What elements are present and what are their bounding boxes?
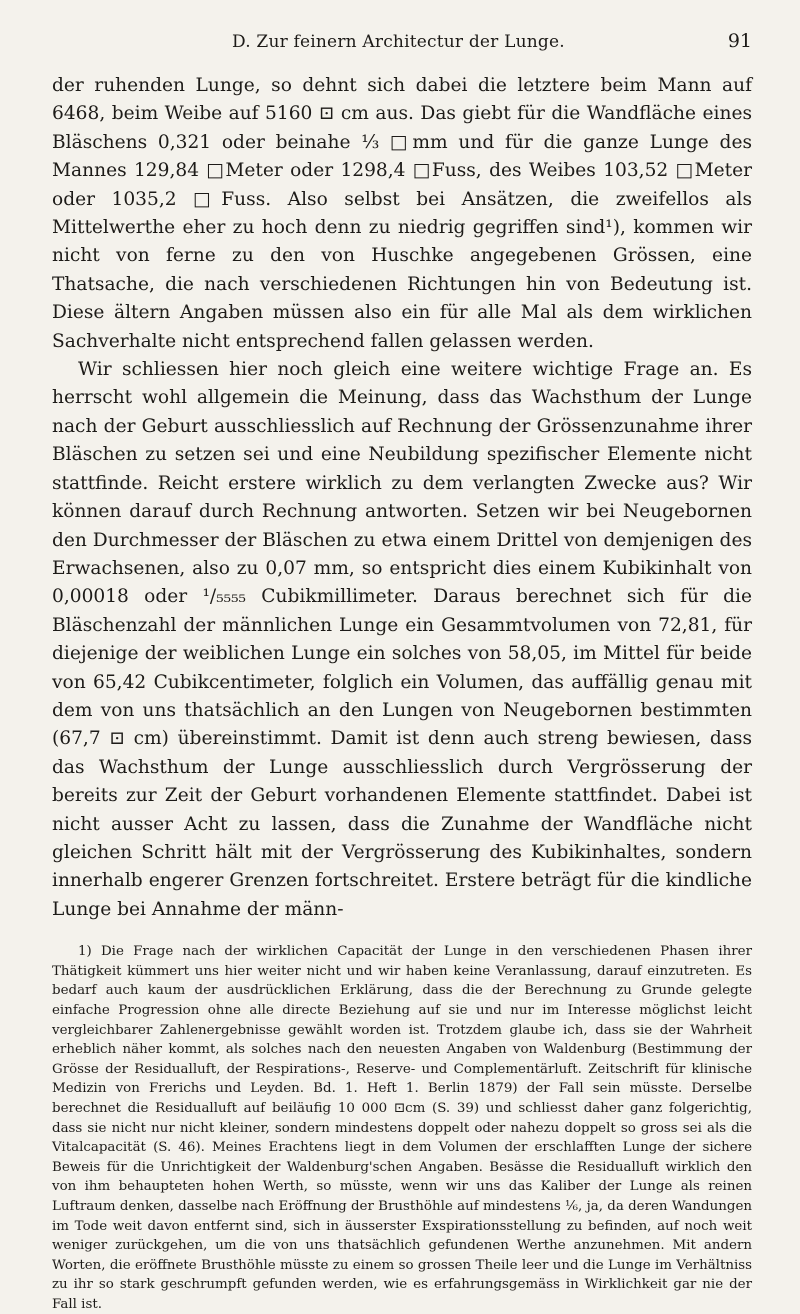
page-number: 91 xyxy=(727,30,752,52)
main-text xyxy=(52,72,752,924)
body-paragraph: Wir schliessen hier noch gleich eine weitere wichtige Frage an. Es herrscht wohl allgemein die Meinung, dass das Wachsthum der Lunge nach der Geburt ausschliesslich auf Rechnung der Grössenzunahme ihrer Bläschen zu setzen sei und eine Neubildung spezifischer Elemente nicht stattfinde. Reicht erstere wirklich zu dem verlangten Zwecke aus? Wir können darauf durch Rechnung antworten. Setzen wir bei Neugebornen den Durchmesser der Bläschen zu etwa einem Drittel von demjenigen des Erwachsenen, also zu 0,07 mm, so entspricht dies einem Kubikinhalt von 0,00018 oder ¹/₅₅₅₅ Cubikmillimeter. Daraus berechnet sich für die Bläschenzahl der männlichen Lunge ein Gesammtvolumen von 72,81, für diejenige der weiblichen Lunge ein solches von 58,05, im Mittel für beide von 65,42 Cubikcentimeter, folglich ein Volumen, das auffällig genau mit dem von uns thatsächlich an den Lungen von Neugebornen bestimmten (67,7 ⊡ cm) übereinstimmt. Damit ist denn auch streng bewiesen, dass das Wachsthum der Lunge ausschliesslich durch Vergrösserung der bereits zur Zeit der Geburt vorhandenen Elemente stattfindet. Dabei ist nicht ausser Acht zu lassen, dass die Zunahme der Wandfläche nicht gleichen Schritt hält mit der Vergrösserung des Kubikinhaltes, sondern innerhalb engerer Grenzen fortschreitet. Erstere beträgt für die kindliche Lunge bei Annahme der männ- xyxy=(52,359,752,920)
footnotes xyxy=(52,942,752,1314)
running-title: D. Zur feinern Architectur der Lunge. xyxy=(232,32,565,52)
page-header xyxy=(52,30,752,58)
footnote: 1) Die Frage nach der wirklichen Capacität der Lunge in den verschiedenen Phasen ihrer Thätigkeit kümmert uns hier weiter nicht und wir haben keine Veranlassung, darauf einzutreten. Es bedarf auch kaum der ausdrücklichen Erklärung, dass die der Berechnung zu Grunde gelegte einfache Progression ohne alle directe Beziehung auf sie und nur im Interesse möglichst leicht vergleichbarer Zahlenergebnisse gewählt worden ist. Trotzdem glaube ich, dass sie der Wahrheit erheblich näher kommt, als solches nach den neuesten Angaben von Waldenburg (Bestimmung der Grösse der Residualluft, der Respirations-, Reserve- und Complementärluft. Zeitschrift für klinische Medizin von Frerichs und Leyden. Bd. 1. Heft 1. Berlin 1879) der Fall sein müsste. Derselbe berechnet die Residualluft auf beiläufig 10 000 ⊡cm (S. 39) und schliesst daher ganz folgerichtig, dass sie nicht nur nicht kleiner, sondern mindestens doppelt oder nahezu doppelt so gross sei als die Vitalcapacität (S. 46). Meines Erachtens liegt in dem Volumen der erschlafften Lunge der sichere Beweis für die Unrichtigkeit der Waldenburg'schen Angaben. Besässe die Residualluft wirklich den von ihm behaupteten hohen Werth, so müsste, wenn wir uns das Kaliber der Lunge als reinen Luftraum denken, dasselbe nach Eröffnung der Brusthöhle auf mindestens ⅙, ja, da deren Wandungen im Tode weit davon entfernt sind, sich in äusserster Exspirationsstellung zu befinden, auf noch weit weniger zurückgehen, um die von uns thatsächlich gefundenen Werthe anzunehmen. Mit andern Worten, die eröffnete Brusthöhle müsste zu einem so grossen Theile leer und die Lunge im Verhältniss zu ihr so stark geschrumpft gefunden werden, wie es erfahrungsgemäss in Wirklichkeit gar nie der Fall ist. xyxy=(52,944,752,1312)
book-page xyxy=(52,30,752,1314)
body-paragraph: der ruhenden Lunge, so dehnt sich dabei die letztere beim Mann auf 6468, beim Weibe auf 5160 ⊡ cm aus. Das giebt für die Wandfläche eines Bläschens 0,321 oder beinahe ⅓ □mm und für die ganze Lunge des Mannes 129,84 □Meter oder 1298,4 □Fuss, des Weibes 103,52 □Meter oder 1035,2 □Fuss. Also selbst bei Ansätzen, die zweifellos als Mittelwerthe eher zu hoch denn zu niedrig gegriffen sind¹), kommen wir nicht von ferne zu den von Huschke angegebenen Grössen, eine Thatsache, die nach verschiedenen Richtungen hin von Bedeutung ist. Diese ältern Angaben müssen also ein für alle Mal als dem wirklichen Sachverhalte nicht entsprechend fallen gelassen werden. xyxy=(52,75,752,352)
